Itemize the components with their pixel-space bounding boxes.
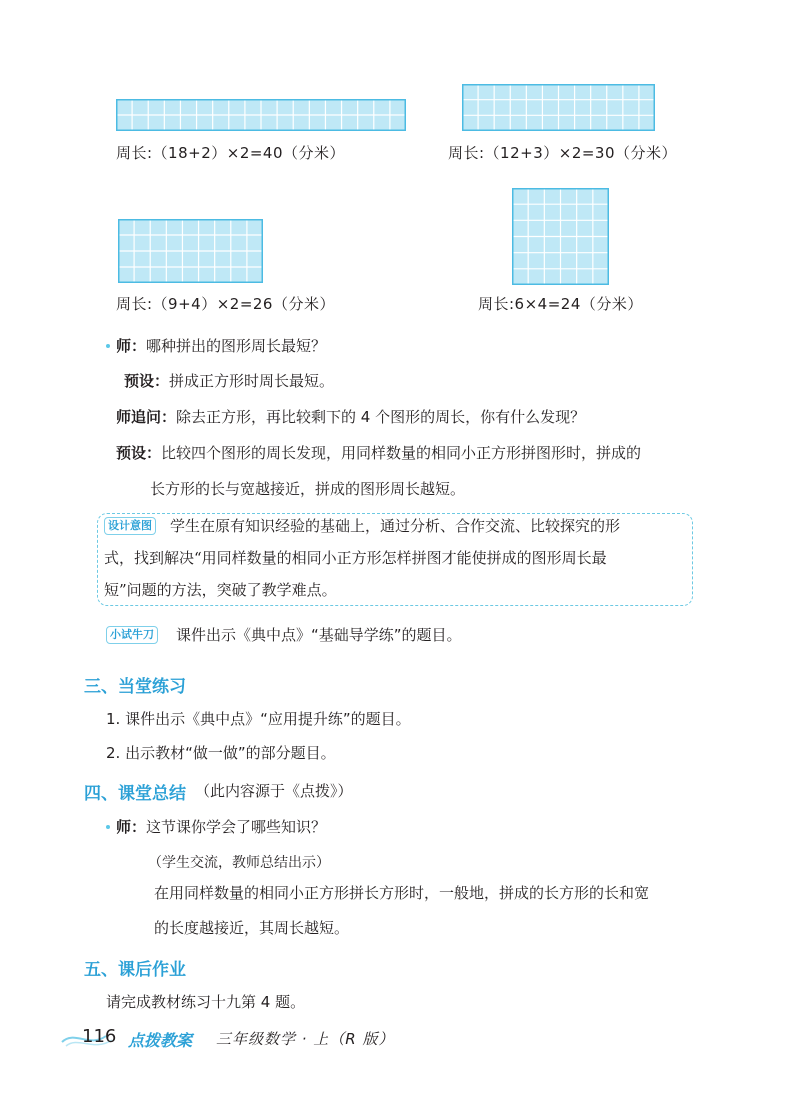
teacher-question-2: 这节课你学会了哪些知识？ [146, 818, 327, 836]
grid-svg [118, 219, 263, 283]
bullet-dot [106, 825, 110, 829]
homework-text: 请完成教材练习十九第 4 题。 [106, 993, 306, 1011]
preset-line-2 [116, 442, 641, 463]
section-5-heading: 五、课后作业 [84, 960, 186, 980]
figure-caption-3: 周长:（9+4）×2=26（分米） [116, 295, 335, 313]
summary-aside: （学生交流，教师总结出示） [148, 855, 330, 871]
design-intent-line-1: 学生在原有知识经验的基础上，通过分析、合作交流、比较探究的形 [170, 517, 621, 535]
section-4-heading: 四、课堂总结 [84, 784, 186, 804]
summary-question-line [116, 816, 326, 837]
followup-line [116, 406, 585, 427]
grid-18x2 [116, 99, 406, 131]
trial-text: 课件出示《典中点》“基础导学练”的题目。 [176, 626, 462, 644]
grid-svg [512, 188, 609, 285]
grid-svg [116, 99, 406, 131]
bullet-dot [106, 344, 110, 348]
figure-caption-1: 周长:（18+2）×2=40（分米） [116, 144, 346, 162]
brand-logo: 点拨教案 [128, 1031, 193, 1050]
section-4-note: （此内容源于《点拨》） [195, 782, 353, 800]
preset-line-1 [124, 370, 334, 391]
teacher-label: 师： [116, 337, 147, 355]
summary-line-2: 的长度越接近，其周长越短。 [154, 919, 350, 937]
preset-text: 拼成正方形时周长最短。 [169, 372, 335, 390]
followup-label: 师追问： [116, 408, 177, 426]
book-subtitle: 三年级数学 · 上（R 版） [216, 1030, 395, 1048]
trial-tag: 小试牛刀 [106, 626, 158, 644]
followup-text: 除去正方形，再比较剩下的 4 个图形的周长，你有什么发现？ [176, 408, 586, 426]
design-intent-tag: 设计意图 [104, 517, 156, 535]
design-intent-line-2: 式，找到解决“用同样数量的相同小正方形怎样拼图才能使拼成的图形周长最 [104, 549, 607, 567]
summary-line-1: 在用同样数量的相同小正方形拼长方形时，一般地，拼成的长方形的长和宽 [154, 884, 650, 902]
section-3-item-2: 2. 出示教材“做一做”的部分题目。 [106, 744, 336, 762]
page-number: 116 [82, 1026, 117, 1047]
section-3-heading: 三、当堂练习 [84, 677, 186, 697]
preset-text-2a: 比较四个图形的周长发现，用同样数量的相同小正方形拼图形时，拼成的 [161, 444, 642, 462]
figure-caption-4: 周长:6×4=24（分米） [478, 295, 643, 313]
figure-caption-2: 周长:（12+3）×2=30（分米） [448, 144, 678, 162]
grid-9x4 [118, 219, 263, 283]
grid-12x3 [462, 84, 655, 131]
preset-label: 预设： [124, 372, 170, 390]
preset-label-2: 预设： [116, 444, 162, 462]
grid-svg [462, 84, 655, 131]
teacher-question-line [116, 335, 326, 356]
grid-6x6 [512, 188, 609, 285]
section-3-item-1: 1. 课件出示《典中点》“应用提升练”的题目。 [106, 710, 411, 728]
preset-line-2b: 长方形的长与宽越接近，拼成的图形周长越短。 [150, 480, 466, 498]
teacher-label-2: 师： [116, 818, 147, 836]
teacher-question: 哪种拼出的图形周长最短？ [146, 337, 327, 355]
design-intent-line-3: 短”问题的方法，突破了教学难点。 [104, 581, 337, 599]
